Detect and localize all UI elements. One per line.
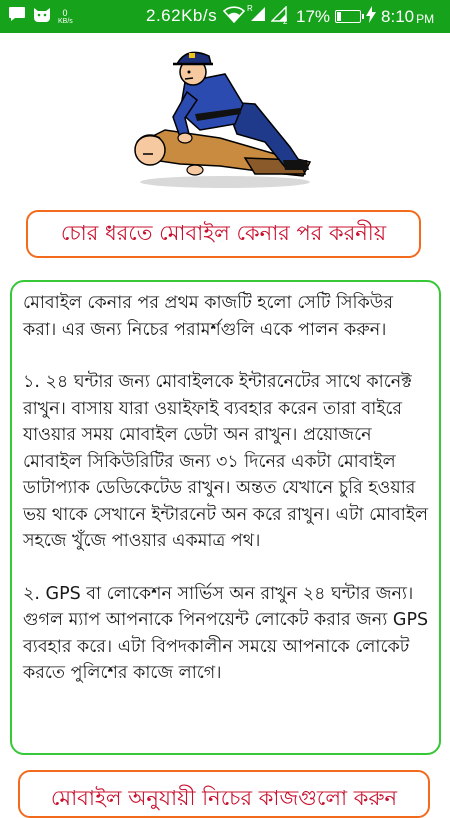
chat-bubble-icon [8,6,26,27]
clock-time: 8:10 [381,6,415,26]
next-section-title: মোবাইল অনুযায়ী নিচের কাজগুলো করুন [18,770,430,818]
network-speed-icon: 0 KB/s [58,7,73,25]
content-paragraph-tip-2: ২. GPS বা লোকেশন সার্ভিস অন রাখুন ২৪ ঘন্টার জন্য। গুগল ম্যাপ আপনাকে পিনপয়েন্ট লোকেট করার জন্য GPS ব্যবহার করে। এটা বিপদকালীন সময়ে আপনাকে লোকেট করতে পুলিশের কাজে লাগে। [23,583,429,683]
sim-label: R [247,4,253,13]
sim-number: 2 [283,17,288,26]
cat-notification-icon [32,5,52,28]
battery-icon [335,10,361,23]
wifi-icon [223,6,245,28]
network-speed: 2.62Kb/s [146,6,218,25]
police-arresting-thief-illustration [125,42,325,192]
content-paragraph-tip-1: ১. ২৪ ঘন্টার জন্য মোবাইলকে ইন্টারনেটের সাথে কানেক্ট রাখুন। বাসায় যারা ওয়াইফাই ব্যবহার করেন তারা বাইরে যাওয়ার সময় মোবাইল ডেটা অন রাখুন। প্রয়োজনে মোবাইল সিকিউরিটির জন্য ৩১ দিনের একটা মোবাইল ডাটাপ্যাক ডেডিকেটেড রাখুন। অন্তত যেখানে চুরি হওয়ার ভয় থাকে সেখানে ইন্টারনেট অন করে রাখুন। এটা মোবাইল সহজে খুঁজে পাওয়ার একমাত্র পথ। [23,372,428,551]
content-paragraph-intro: মোবাইল কেনার পর প্রথম কাজটি হলো সেটি সিকিউর করা। এর জন্য নিচের পরামর্শগুলি একে পালন করুন। [23,293,394,340]
signal-icon-2 [271,6,287,27]
clock-ampm: PM [416,11,435,26]
battery-level [337,12,341,21]
content-card [10,280,441,755]
page-title: চোর ধরতে মোবাইল কেনার পর করনীয় [26,210,421,258]
charging-icon [366,6,376,28]
signal-icon [247,4,266,27]
status-bar [0,0,450,33]
battery-percent: 17% [296,6,331,26]
network-speed-unit: KB/s [58,17,73,25]
